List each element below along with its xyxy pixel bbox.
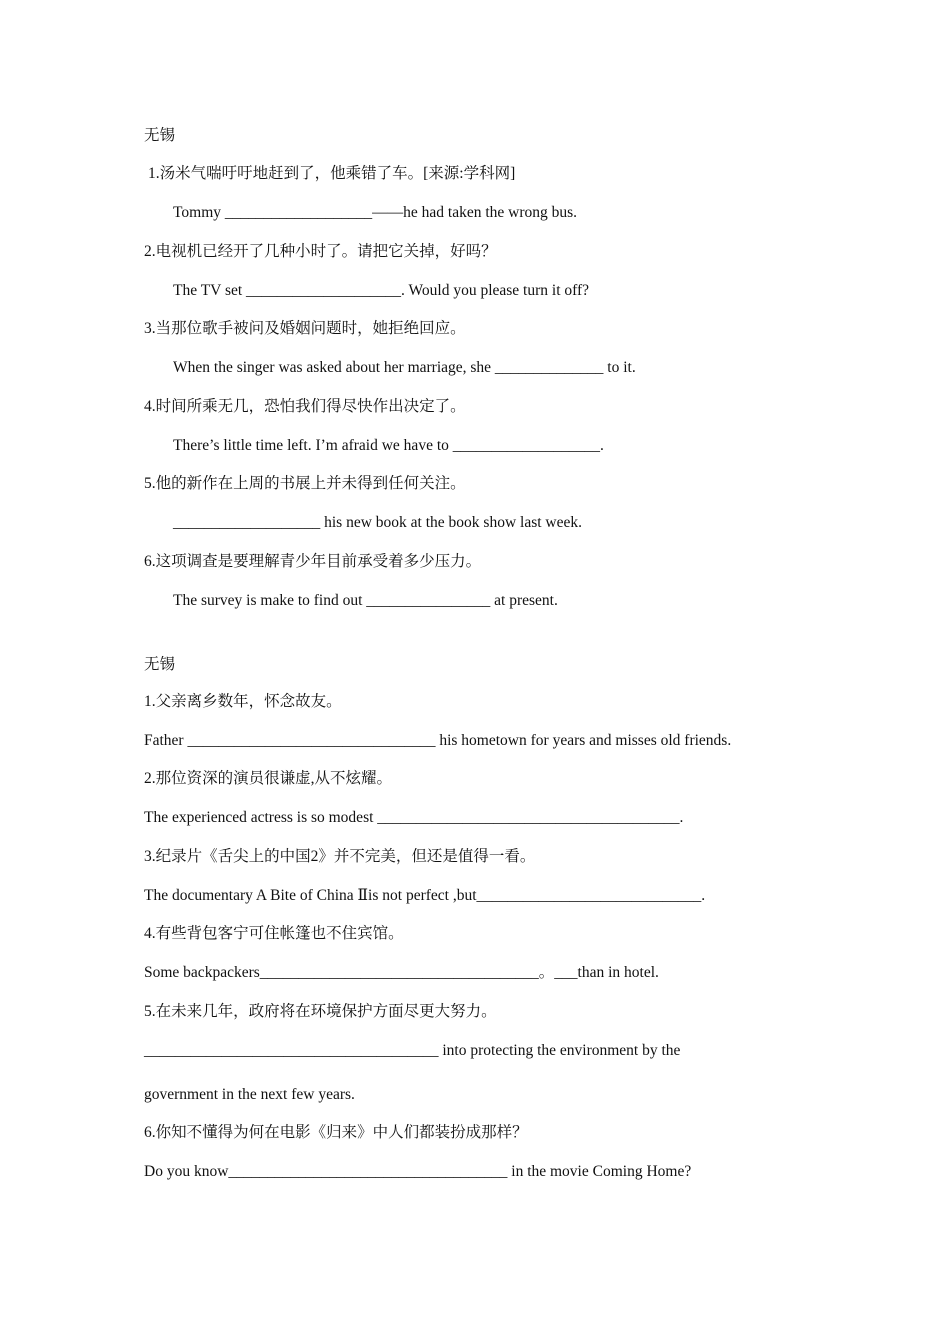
s2-item-5-chinese: 5.在未来几年，政府将在环境保护方面尽更大努力。 (144, 1003, 497, 1020)
s2-item-2-english: The experienced actress is so modest _______________________________________. (144, 809, 684, 826)
s2-item-1-english: Father ________________________________ his hometown for years and misses old friends. (144, 732, 732, 749)
s1-item-6-chinese: 6.这项调查是要理解青少年目前承受着多少压力。 (144, 553, 482, 570)
s2-item-4-chinese: 4.有些背包客宁可住帐篷也不住宾馆。 (144, 925, 404, 942)
s2-item-6-english: Do you know____________________________________ in the movie Coming Home? (144, 1163, 692, 1180)
s1-item-5-chinese: 5.他的新作在上周的书展上并未得到任何关注。 (144, 475, 466, 492)
s2-item-5-english-continued: government in the next few years. (144, 1086, 355, 1103)
s1-item-3-english: When the singer was asked about her marriage, she ______________ to it. (173, 359, 636, 376)
s2-item-3-chinese: 3.纪录片《舌尖上的中国2》并不完美，但还是值得一看。 (144, 848, 536, 865)
s1-item-5-english: ___________________ his new book at the book show last week. (173, 514, 582, 531)
s2-item-6-chinese: 6.你知不懂得为何在电影《归来》中人们都装扮成那样？ (144, 1124, 528, 1141)
s1-item-1-english: Tommy ___________________——he had taken the wrong bus. (173, 204, 578, 221)
s1-item-1-chinese: 1.汤米气喘吁吁地赶到了，他乘错了车。[来源:学科网] (148, 165, 516, 182)
s2-item-1-chinese: 1.父亲离乡数年，怀念故友。 (144, 693, 342, 710)
s1-item-2-chinese: 2.电视机已经开了几种小时了。请把它关掉，好吗？ (144, 243, 497, 260)
s1-item-4-chinese: 4.时间所乘无几，恐怕我们得尽快作出决定了。 (144, 398, 466, 415)
s2-item-3-english: The documentary A Bite of China Ⅱis not perfect ,but_____________________________. (144, 887, 706, 904)
s2-item-4-english: Some backpackers____________________________________。___than in hotel. (144, 964, 659, 981)
s1-item-4-english: There’s little time left. I’m afraid we have to ___________________. (173, 437, 604, 454)
s1-item-3-chinese: 3.当那位歌手被问及婚姻问题时，她拒绝回应。 (144, 320, 466, 337)
s2-item-5-english: ______________________________________ into protecting the environment by the (144, 1042, 681, 1059)
s1-item-2-english: The TV set ____________________. Would you please turn it off? (173, 282, 590, 299)
s1-item-6-english: The survey is make to find out ________________ at present. (173, 592, 558, 609)
section-2-title: 无锡 (144, 656, 176, 673)
section-1-title: 无锡 (144, 127, 176, 144)
s2-item-2-chinese: 2.那位资深的演员很谦虚,从不炫耀。 (144, 770, 393, 787)
